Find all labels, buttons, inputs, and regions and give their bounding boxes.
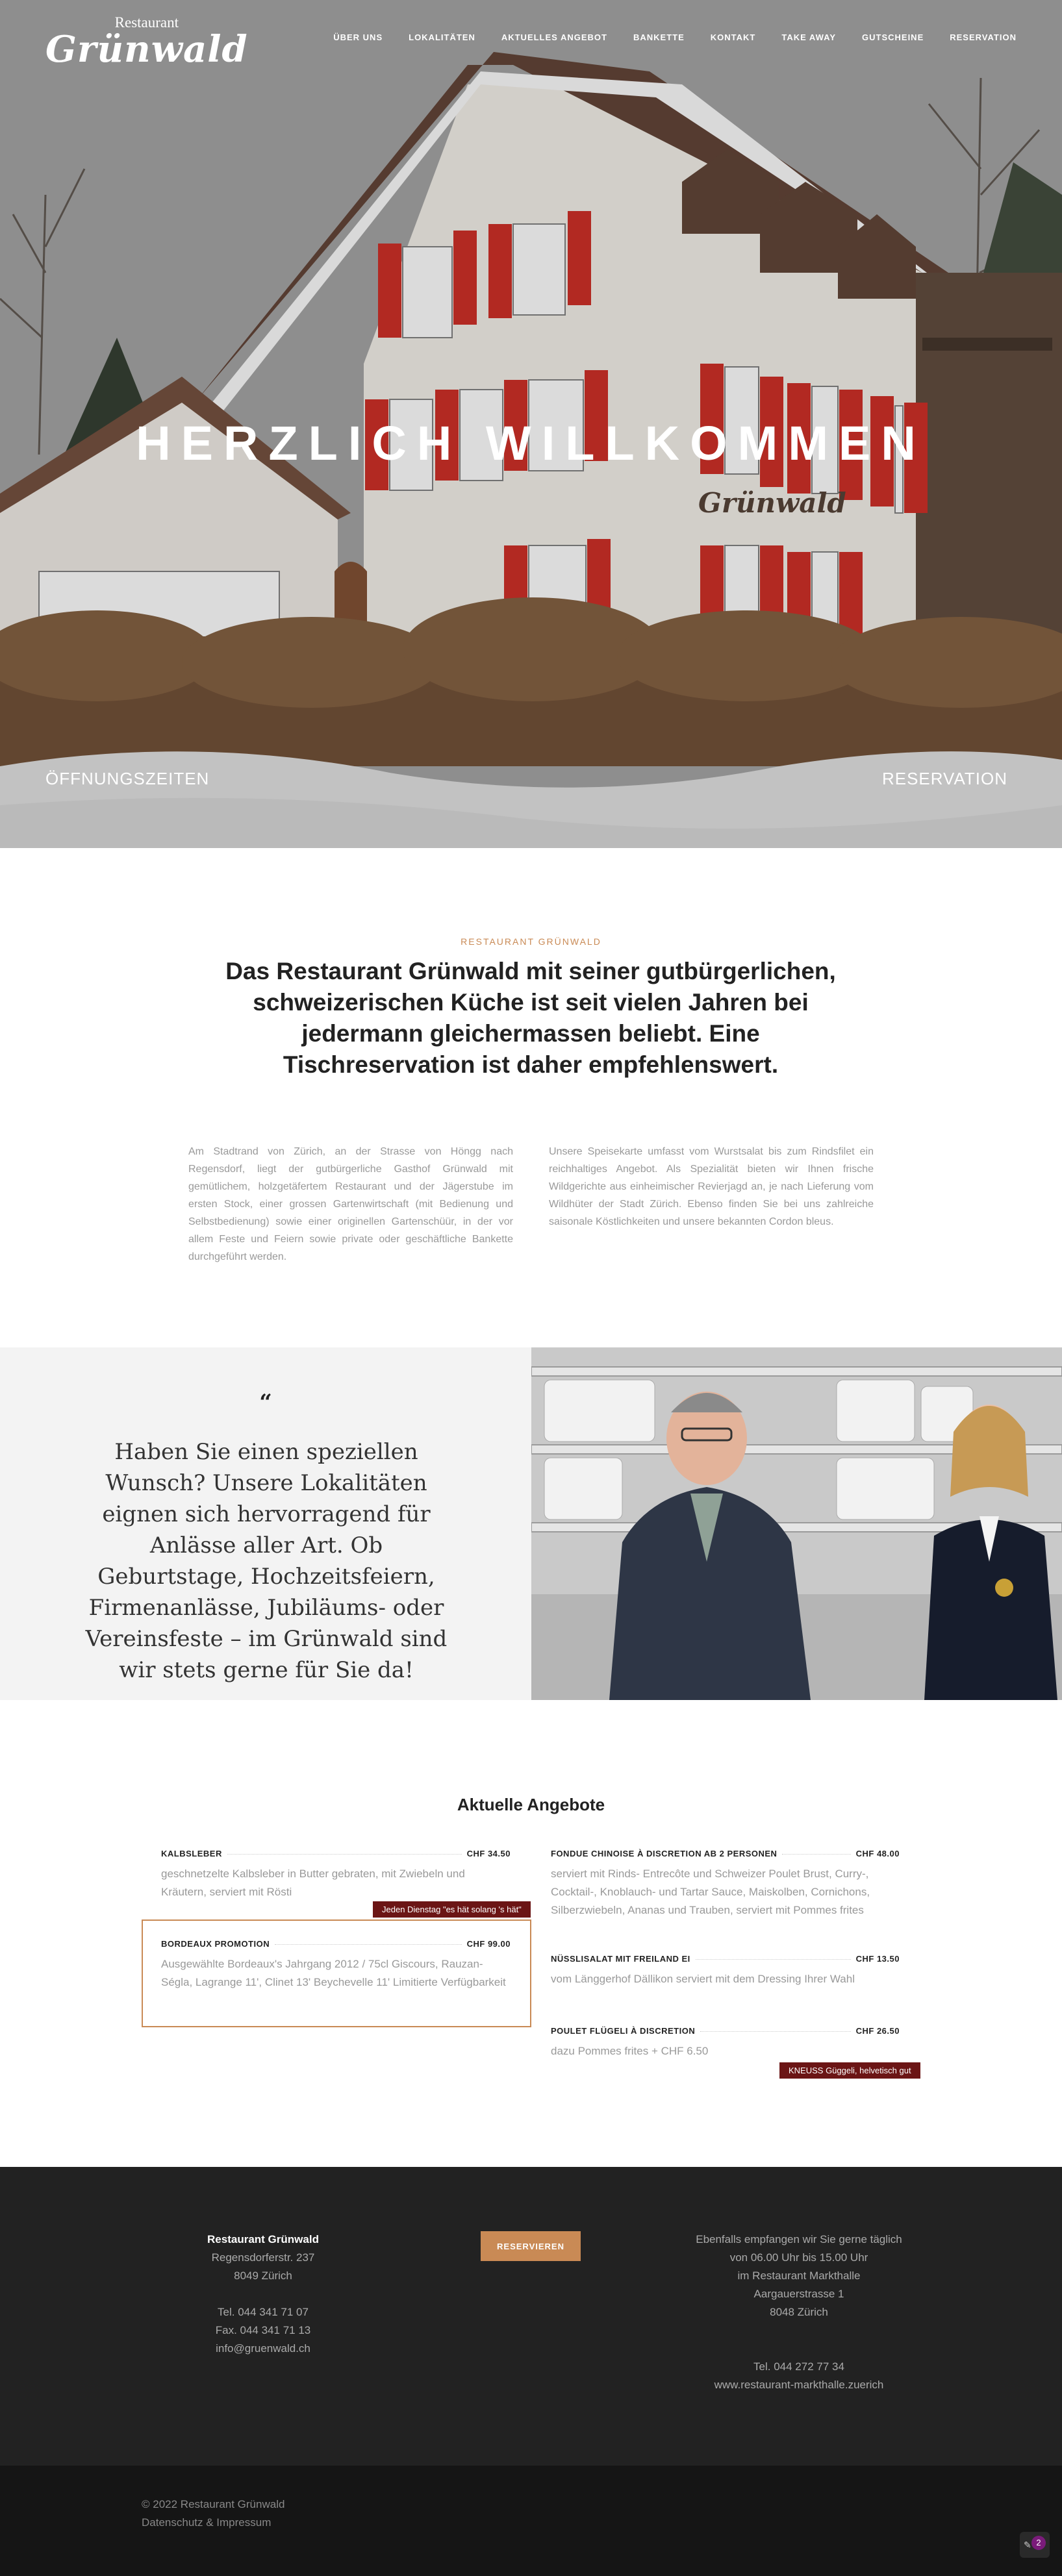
footer-address	[169, 2231, 357, 2358]
copyright-block	[142, 2495, 284, 2532]
footer-city: 8049 Zürich	[234, 2270, 292, 2282]
offer-name: FONDUE CHINOISE À DISCRETION AB 2 PERSONEN	[551, 1849, 778, 1858]
footer-email-link[interactable]: info@gruenwald.ch	[216, 2342, 310, 2355]
offer-description: serviert mit Rinds- Entrecôte und Schweizer Poulet Brust, Curry-, Cocktail-, Knoblauch- und Tartar Sauce, Maiskolben, Cornichons, Silberzwiebeln, Ananas und Trauben, serviert mit Pommes frites	[551, 1868, 870, 1916]
footer-markthalle-line: im Restaurant Markthalle	[737, 2270, 861, 2282]
copyright-text: © 2022 Restaurant Grünwald	[142, 2498, 285, 2510]
footer-markthalle	[669, 2231, 929, 2394]
notification-count: 2	[1031, 2536, 1046, 2550]
offer-item	[551, 2026, 900, 2060]
nav-reservation[interactable]: RESERVATION	[950, 32, 1017, 42]
intro-text-right: Unsere Speisekarte umfasst vom Wurstsalat bis zum Rindsfilet ein reichhaltiges Angebot. Als Spezialität bieten wir Ihnen frische Wildgerichte aus einheimischer Revierjagd an, je nach Lieferung vom Wildhüter der Stadt Zürich. Ebenso finden Sie bei uns zahlreiche saisonale Köstlichkeiten und unsere bekannten Cordon bleus.	[549, 1146, 874, 1227]
footer-markthalle-line: Ebenfalls empfangen wir Sie gerne täglich	[696, 2233, 902, 2245]
offer-description: vom Länggerhof Dällikon serviert mit dem Dressing Ihrer Wahl	[551, 1973, 855, 1985]
site-logo[interactable]	[45, 14, 248, 71]
logo-gruenwald: Grünwald	[45, 28, 248, 71]
wish-text: Haben Sie einen speziellen Wunsch? Unsere Lokalitäten eignen sich hervorragend für Anlässe aller Art. Ob Geburtstage, Hochzeitsfeiern, Firmenanlässe, Jubiläums- oder Vereinsfeste – im Grünwald sind wir stets gerne für Sie da!	[85, 1439, 448, 1683]
hero-reservation-link[interactable]: RESERVATION	[881, 769, 1007, 788]
offer-price: CHF 99.00	[466, 1939, 511, 1949]
intro-text-left: Am Stadtrand von Zürich, an der Strasse von Höngg nach Regensdorf, liegt der gutbürgerliche Gasthof Grünwald mit gemütlichem, holzgetäfertem Restaurant und der Jägerstube im ersten Stock, einer grossen Gartenwirtschaft (mit Bedienung und Selbstbedienung) sowie einer originellen Gartenschüür, in der vor allem Feste und Feiern sowie private oder geschäftliche Bankette durchgeführt werden.	[188, 1146, 513, 1262]
offer-item	[161, 1849, 511, 1901]
hero-title: HERZLICH WILLKOMMEN	[136, 416, 926, 470]
footer-phone: Tel. 044 341 71 07	[218, 2306, 309, 2318]
nav-ueber-uns[interactable]: ÜBER UNS	[333, 32, 383, 42]
offer-item	[551, 1849, 900, 1919]
offer-item	[551, 1954, 900, 1988]
offer-price: CHF 48.00	[855, 1849, 900, 1858]
legal-link[interactable]: Datenschutz & Impressum	[142, 2516, 272, 2529]
offer-name: BORDEAUX PROMOTION	[161, 1939, 270, 1949]
reserve-button[interactable]: RESERVIEREN	[481, 2231, 581, 2261]
offer-tag: KNEUSS Güggeli, helvetisch gut	[779, 2062, 920, 2079]
footer-restaurant-name: Restaurant Grünwald	[207, 2233, 319, 2245]
nav-bankette[interactable]: BANKETTE	[633, 32, 685, 42]
footer-markthalle-phone: Tel. 044 272 77 34	[753, 2360, 844, 2373]
footer-markthalle-line: Aargauerstrasse 1	[753, 2288, 844, 2300]
offer-description: geschnetzelte Kalbsleber in Butter gebraten, mit Zwiebeln und Kräutern, serviert mit Rösti	[161, 1868, 465, 1898]
opening-hours-link[interactable]: ÖFFNUNGSZEITEN	[45, 769, 210, 788]
offer-name: KALBSLEBER	[161, 1849, 222, 1858]
main-nav	[333, 32, 1017, 42]
footer-markthalle-link[interactable]: www.restaurant-markthalle.zuerich	[714, 2379, 884, 2391]
footer-street: Regensdorferstr. 237	[211, 2251, 315, 2264]
offers-title: Aktuelle Angebote	[457, 1795, 605, 1814]
logo-restaurant: Restaurant	[114, 14, 179, 31]
edit-icon: ✎	[1024, 2540, 1031, 2550]
offer-description: Ausgewählte Bordeaux's Jahrgang 2012 / 75cl Giscours, Rauzan-Ségla, Lagrange 11', Clinet 13' Beychevelle 11' Limitierte Verfügbarkeit	[161, 1958, 506, 1988]
nav-gutscheine[interactable]: GUTSCHEINE	[862, 32, 924, 42]
footer-fax: Fax. 044 341 71 13	[215, 2324, 311, 2336]
nav-take-away[interactable]: TAKE AWAY	[781, 32, 837, 42]
offer-price: CHF 13.50	[855, 1954, 900, 1964]
intro-kicker: RESTAURANT GRÜNWALD	[461, 936, 601, 947]
intro-lead: Das Restaurant Grünwald mit seiner gutbürgerlichen, schweizerischen Küche ist seit vielen Jahren bei jedermann gleichermassen beliebt. Eine Tischreservation ist daher empfehlenswert.	[225, 958, 836, 1078]
nav-kontakt[interactable]: KONTAKT	[710, 32, 756, 42]
footer-markthalle-line: 8048 Zürich	[770, 2306, 828, 2318]
offer-name: POULET FLÜGELI À DISCRETION	[551, 2026, 696, 2036]
nav-lokalitaeten[interactable]: LOKALITÄTEN	[409, 32, 475, 42]
offer-price: CHF 26.50	[855, 2026, 900, 2036]
offer-name: NÜSSLISALAT MIT FREILAND EI	[551, 1954, 690, 1964]
footer-markthalle-line: von 06.00 Uhr bis 15.00 Uhr	[729, 2251, 868, 2264]
offer-tag: Jeden Dienstag "es hät solang 's hät"	[373, 1901, 531, 1918]
offer-description: dazu Pommes frites + CHF 6.50	[551, 2045, 709, 2057]
notification-widget[interactable]	[1020, 2532, 1050, 2558]
nav-aktuelles-angebot[interactable]: AKTUELLES ANGEBOT	[501, 32, 607, 42]
house-sign: Grünwald	[698, 487, 846, 519]
quote-icon: “	[259, 1390, 272, 1416]
team-photo	[531, 1347, 1062, 1700]
offer-price: CHF 34.50	[466, 1849, 511, 1858]
offer-item	[161, 1939, 511, 1992]
team-photo-image	[531, 1347, 1062, 1700]
